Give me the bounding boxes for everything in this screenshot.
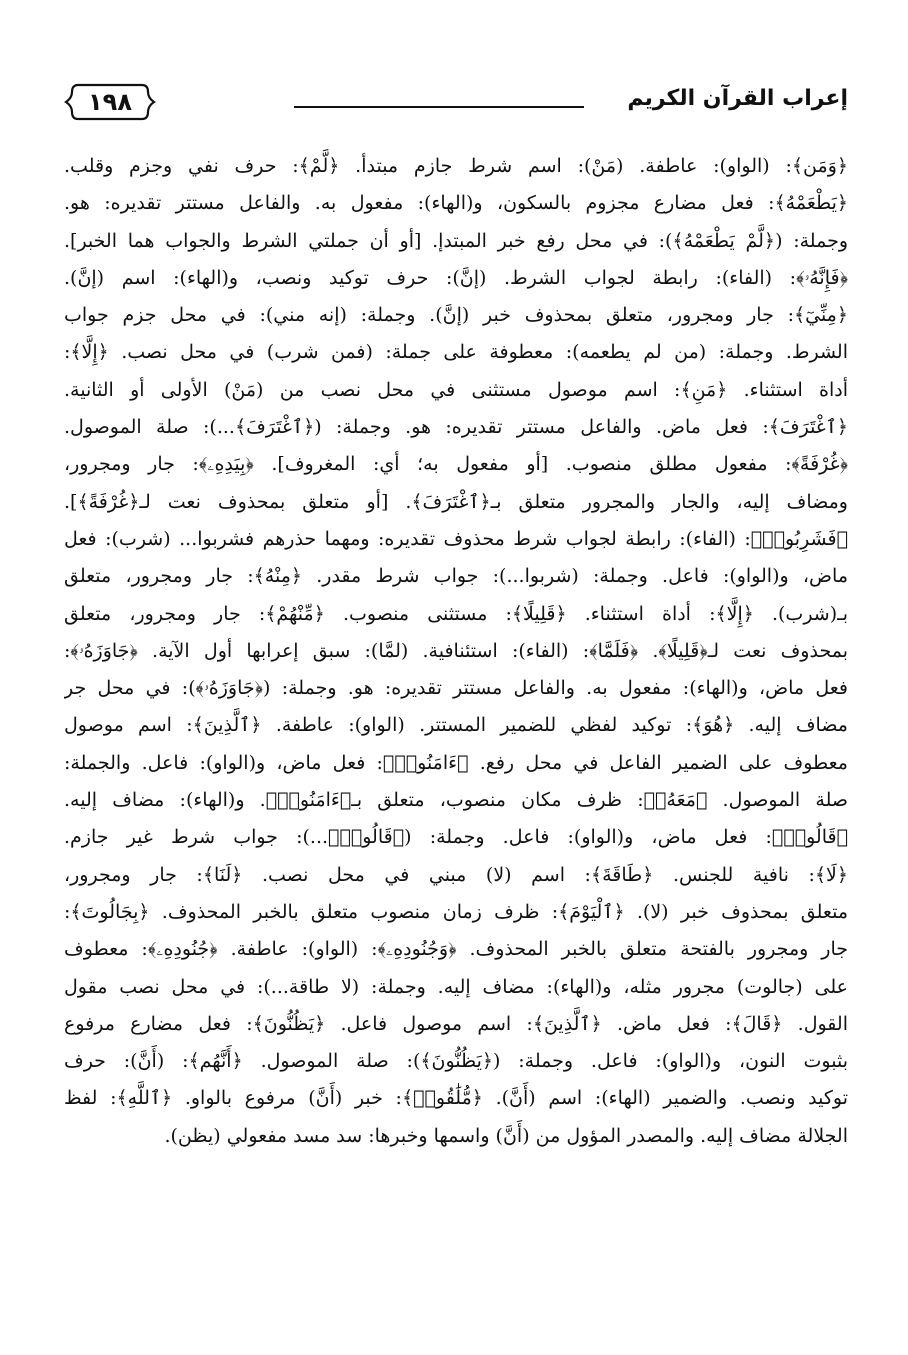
text-line: ﴿غُرْفَةً﴾: مفعول مطلق منصوب. [أو مفعول به؛ أي: المغروف]. ﴿بِيَدِهِۦ﴾: جار ومجرور، xyxy=(64,453,848,476)
page-header xyxy=(64,80,848,126)
book-title: إعراب القرآن الكريم xyxy=(627,86,848,111)
text-line: الجلالة مضاف إليه. والمصدر المؤول من (أَنَّ) واسمها وخبرها: سد مسد مفعولي (يظن). xyxy=(164,1124,848,1147)
text-line: ﴿فَإِنَّهُۥ﴾: (الفاء): رابطة لجواب الشرط. (إنَّ): حرف توكيد ونصب، و(الهاء): اسم (إنَّ). xyxy=(64,266,848,289)
text-line: توكيد ونصب. والضمير (الهاء): اسم (أَنَّ). ﴿مُّلَٰقُوا۟﴾: خبر (أَنَّ) مرفوع بالواو. ﴿ٱللَّهِ﴾: لفظ xyxy=(64,1087,848,1110)
text-line: على (جالوت) مجرور مثله، و(الهاء): مضاف إليه. وجملة: (لا طاقة...): في محل نصب مقول xyxy=(64,975,848,998)
text-line: معطوف على الضمير الفاعل في محل رفع. ﴿ءَامَنُوا۟﴾: فعل ماض، و(الواو): فاعل. والجملة: xyxy=(64,751,848,774)
page-number-frame xyxy=(64,82,156,122)
text-line: ﴿قَالُوا۟﴾: فعل ماض، و(الواو): فاعل. وجملة: (﴿قَالُوا۟﴾...): جواب شرط غير جازم. xyxy=(64,826,848,849)
page-number: ١٩٨ xyxy=(88,88,132,116)
text-line: ماض، و(الواو): فاعل. وجملة: (شربوا...): جواب شرط مقدر. ﴿مِنْهُ﴾: جار ومجرور، متعلق xyxy=(64,565,848,588)
text-line: ﴿فَشَرِبُوا۟﴾: (الفاء): رابطة لجواب شرط محذوف تقديره: ومهما حذرهم فشربوا... (شرب): فعل xyxy=(64,527,848,550)
text-line: أداة استثناء. ﴿مَنِ﴾: اسم موصول مستثنى في محل نصب من (مَنْ) الأولى أو الثانية. xyxy=(64,378,848,401)
text-line: صلة الموصول. ﴿مَعَهُۥ﴾: ظرف مكان منصوب، متعلق بـ﴿ءَامَنُوا۟﴾. و(الهاء): مضاف إليه. xyxy=(64,789,848,812)
text-line: القول. ﴿قَالَ﴾: فعل ماض. ﴿ٱلَّذِينَ﴾: اسم موصول فاعل. ﴿يَظُنُّونَ﴾: فعل مضارع مرفوع xyxy=(64,1012,848,1035)
text-line: ﴿وَمَن﴾: (الواو): عاطفة. (مَنْ): اسم شرط جازم مبتدأ. ﴿لَّمْ﴾: حرف نفي وجزم وقلب. xyxy=(64,155,848,177)
text-line: ومضاف إليه، والجار والمجرور متعلق بـ﴿ٱغْتَرَفَ﴾. [أو متعلق بمحذوف نعت لـ﴿غُرْفَةً﴾]. xyxy=(64,490,848,513)
header-rule xyxy=(294,106,584,108)
text-line: ﴿يَطْعَمْهُ﴾: فعل مضارع مجزوم بالسكون، و(الهاء): مفعول به. والفاعل مستتر تقديره: هو. xyxy=(64,192,848,215)
text-line: ﴿ٱغْتَرَفَ﴾: فعل ماض. والفاعل مستتر تقديره: هو. وجملة: (﴿ٱغْتَرَفَ﴾...): صلة الموصول. xyxy=(64,416,848,439)
text-line: فعل ماض، و(الهاء): مفعول به. والفاعل مستتر تقديره: هو. وجملة: (﴿جَاوَزَهُۥ﴾): في محل جر xyxy=(64,677,848,700)
body-text xyxy=(64,148,848,1155)
text-line: جار ومجرور بالفتحة متعلق بالخبر المحذوف. ﴿وَجُنُودِهِۦ﴾: (الواو): عاطفة. ﴿جُنُودِهِۦ﴾: معطوف xyxy=(64,938,848,961)
text-line: بمحذوف نعت لـ﴿قَلِيلًا﴾. ﴿فَلَمَّا﴾: (الفاء): استئنافية. (لمَّا): سبق إعرابها أول الآية. ﴿جَاوَزَهُۥ﴾: xyxy=(64,639,848,662)
text-line: وجملة: (﴿لَّمْ يَطْعَمْهُ﴾): في محل رفع خبر المبتدإ. [أو أن جملتي الشرط والجواب هما الخبر]. xyxy=(64,229,848,252)
text-line: ﴿مِنِّيٓ﴾: جار ومجرور، متعلق بمحذوف خبر (إنَّ). وجملة: (إنه مني): في محل جزم جواب xyxy=(64,304,848,327)
text-line: ﴿لَا﴾: نافية للجنس. ﴿طَاقَةَ﴾: اسم (لا) مبني في محل نصب. ﴿لَنَا﴾: جار ومجرور، xyxy=(64,863,848,886)
text-line: متعلق بمحذوف خبر (لا). ﴿ٱلْيَوْمَ﴾: ظرف زمان منصوب متعلق بالخبر المحذوف. ﴿بِجَالُوتَ﴾: xyxy=(64,900,848,923)
text-line: الشرط. وجملة: (من لم يطعمه): معطوفة على جملة: (فمن شرب) في محل نصب. ﴿إِلَّا﴾: xyxy=(64,341,848,364)
text-line: بثبوت النون، و(الواو): فاعل. وجملة: (﴿يَظُنُّونَ﴾): صلة الموصول. ﴿أَنَّهُم﴾: (أَنَّ): حرف xyxy=(64,1050,848,1073)
text-line: بـ(شرب). ﴿إِلَّا﴾: أداة استثناء. ﴿قَلِيلًا﴾: مستثنى منصوب. ﴿مِّنْهُمْ﴾: جار ومجرور، متعلق xyxy=(64,602,848,625)
text-line: مضاف إليه. ﴿هُوَ﴾: توكيد لفظي للضمير المستتر. (الواو): عاطفة. ﴿ٱلَّذِينَ﴾: اسم موصول xyxy=(64,714,848,737)
